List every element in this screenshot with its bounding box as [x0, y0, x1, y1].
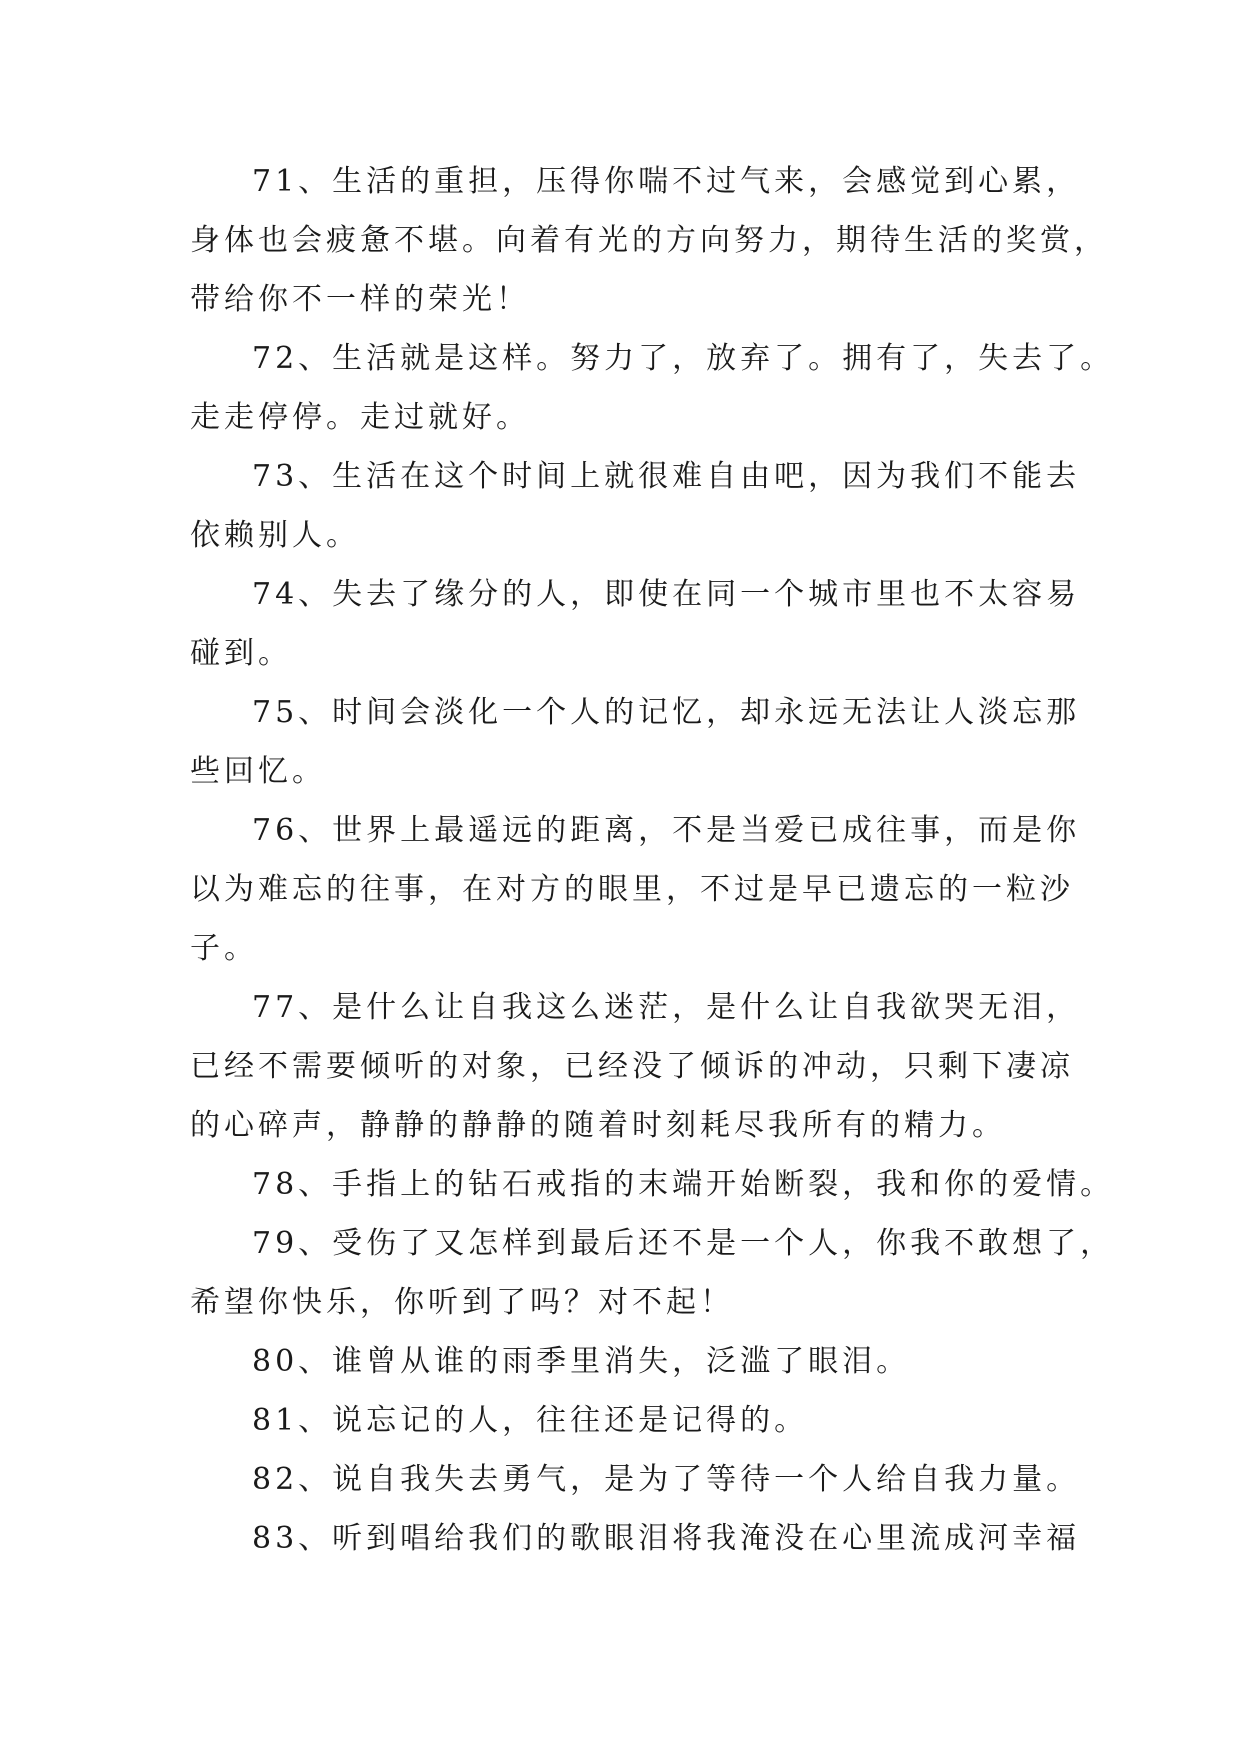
text-line: 82、说自我失去勇气，是为了等待一个人给自我力量。 [252, 1462, 1081, 1497]
paragraph-78 [190, 1155, 1115, 1214]
text-line: 依赖别人。 [190, 518, 360, 553]
text-line: 希望你快乐，你听到了吗？对不起！ [190, 1285, 734, 1320]
text-line: 81、说忘记的人，往往还是记得的。 [252, 1403, 809, 1438]
text-line: 的心碎声，静静的静静的随着时刻耗尽我所有的精力。 [190, 1108, 1006, 1143]
text-line: 72、生活就是这样。努力了，放弃了。拥有了，失去了。 [252, 341, 1115, 376]
text-line: 79、受伤了又怎样到最后还不是一个人，你我不敢想了， [252, 1226, 1115, 1261]
paragraph-75 [190, 683, 1081, 801]
text-line: 以为难忘的往事，在对方的眼里，不过是早已遗忘的一粒沙 [190, 872, 1074, 907]
text-line: 83、听到唱给我们的歌眼泪将我淹没在心里流成河幸福 [252, 1521, 1081, 1556]
paragraph-83 [190, 1509, 1081, 1568]
paragraph-76 [190, 801, 1081, 978]
paragraph-79 [190, 1214, 1115, 1332]
text-line: 78、手指上的钻石戒指的末端开始断裂，我和你的爱情。 [252, 1167, 1115, 1202]
paragraph-72 [190, 329, 1115, 447]
paragraph-81 [190, 1391, 1050, 1450]
text-line: 73、生活在这个时间上就很难自由吧，因为我们不能去 [252, 459, 1081, 494]
text-line: 已经不需要倾听的对象，已经没了倾诉的冲动，只剩下凄凉 [190, 1049, 1074, 1084]
text-line: 带给你不一样的荣光！ [190, 282, 530, 317]
text-line: 74、失去了缘分的人，即使在同一个城市里也不太容易 [252, 577, 1081, 612]
text-line: 子。 [190, 931, 258, 966]
paragraph-80 [190, 1332, 1050, 1391]
text-line: 75、时间会淡化一个人的记忆，却永远无法让人淡忘那 [252, 695, 1081, 730]
text-line: 走走停停。走过就好。 [190, 400, 530, 435]
paragraph-82 [190, 1450, 1081, 1509]
paragraph-77 [190, 978, 1081, 1155]
paragraph-71 [190, 152, 1108, 329]
paragraph-74 [190, 565, 1081, 683]
text-line: 身体也会疲惫不堪。向着有光的方向努力，期待生活的奖赏， [190, 223, 1108, 258]
text-line: 77、是什么让自我这么迷茫，是什么让自我欲哭无泪， [252, 990, 1081, 1025]
text-line: 76、世界上最遥远的距离，不是当爱已成往事，而是你 [252, 813, 1081, 848]
text-line: 些回忆。 [190, 754, 326, 789]
text-line: 碰到。 [190, 636, 292, 671]
paragraph-73 [190, 447, 1081, 565]
text-line: 80、谁曾从谁的雨季里消失，泛滥了眼泪。 [252, 1344, 911, 1379]
document-body [190, 152, 1115, 1568]
text-line: 71、生活的重担，压得你喘不过气来，会感觉到心累， [252, 164, 1081, 199]
